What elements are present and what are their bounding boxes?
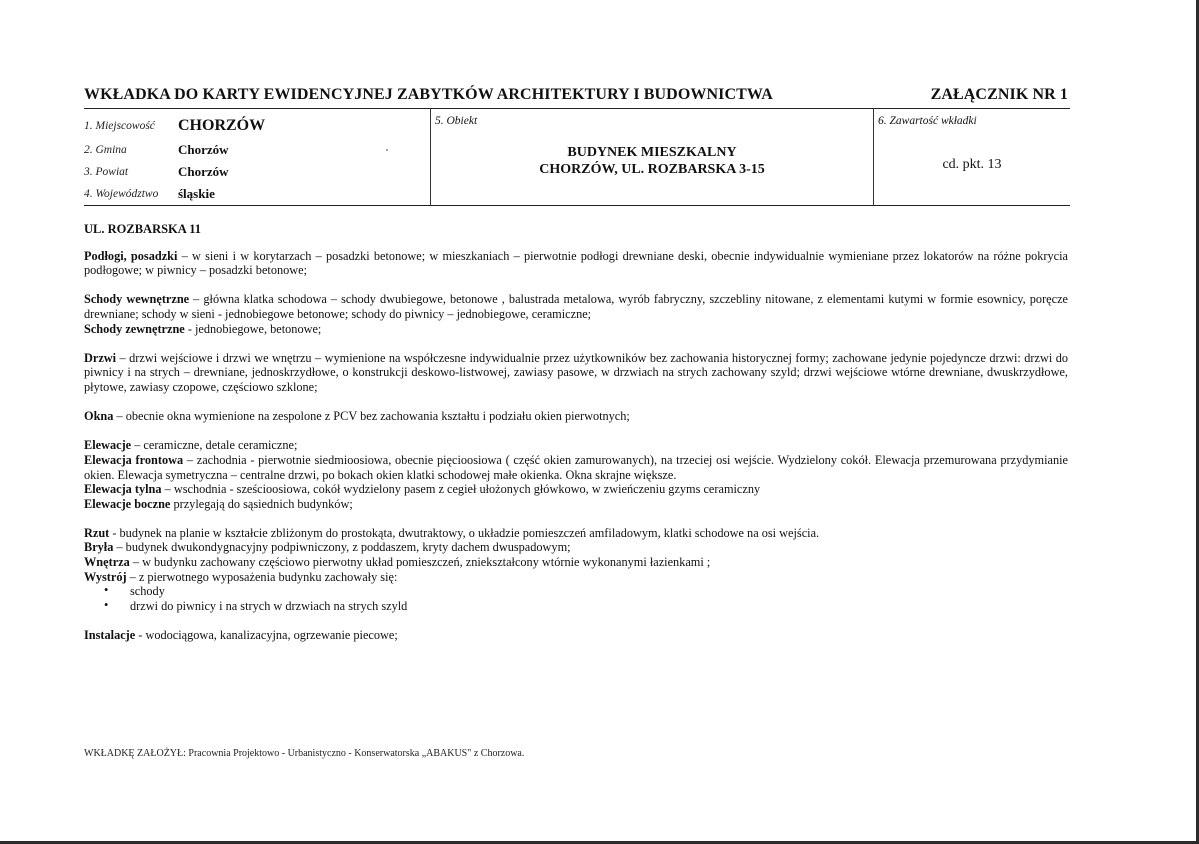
paragraph-podlogi <box>84 249 1068 278</box>
paragraph-elewacje <box>84 438 1068 453</box>
frontowa-text: – zachodnia - pierwotnie siedmioosiowa, obecnie pięcioosiowa ( część okien zamurowanych), na trzeciej osi wejście. Wydzielony cokół. Elewacja przemurowana przydymianie okien. Elewacja symetryczna – centralne drzwi, po bokach okien klatki schodowej małe okienka. Okna skrajne większe. <box>84 452 1068 482</box>
wojewodztwo-label: 4. Województwo <box>84 188 159 200</box>
attachment-number: ZAŁĄCZNIK NR 1 <box>930 86 1068 103</box>
powiat-value: Chorzów <box>178 164 229 179</box>
schody-wew-title: Schody wewnętrzne <box>84 292 190 307</box>
paragraph-instalacje <box>84 628 1068 643</box>
powiat-label: 3. Powiat <box>84 166 129 178</box>
obiekt-label: 5. Obiekt <box>435 115 478 127</box>
document-body <box>84 222 1068 643</box>
list-item: • schody <box>104 584 1068 599</box>
paragraph-schody-zewnetrzne <box>84 322 1068 337</box>
podlogi-title: Podłogi, posadzki <box>84 248 178 263</box>
gmina-label: 2. Gmina <box>84 144 127 156</box>
paragraph-elewacja-tylna <box>84 482 1068 497</box>
wnetrza-title: Wnętrza <box>84 555 130 570</box>
rzut-text: - budynek na planie w kształcie zbliżonym do prostokąta, dwutraktowy, o układzie pomieszczeń amfiladowym, klatki schodowe na osi wejścia. <box>109 525 820 540</box>
list-item: • drzwi do piwnicy i na strych w drzwiach na strych szyld <box>104 599 1068 614</box>
paragraph-okna <box>84 409 1068 424</box>
wystroj-list <box>84 584 1068 613</box>
okna-text: – obecnie okna wymienione na zespolone z PCV bez zachowania kształtu i podziału okien pierwotnych; <box>113 409 630 424</box>
elewacje-text: – ceramiczne, detale ceramiczne; <box>131 438 298 453</box>
paragraph-wnetrza <box>84 555 1068 570</box>
podlogi-text: – w sieni i w korytarzach – posadzki betonowe; w mieszkaniach – pierwotnie podłogi drewniane deski, obecnie indywidualnie wymieniane przez lokatorów na różne pokrycia podłogowe; w piwnicy – posadzki betonowe; <box>84 248 1068 278</box>
schody-zew-title: Schody zewnętrzne <box>84 321 185 336</box>
schody-wew-text: – główna klatka schodowa – schody dwubiegowe, betonowe , balustrada metalowa, wyrób fabryczny, szczebliny nitowane, z elementami kutymi w formie esownicy, poręcze drewniane; schody w sieni - jednobiegowe betonowe; schody do piwnicy – jednobiegowe, ceramiczne; <box>84 292 1068 321</box>
schody-zew-text: - jednobiegowe, betonowe; <box>184 321 322 336</box>
miejscowosc-value: CHORZÓW <box>178 117 266 134</box>
paragraph-bryla <box>84 540 1068 555</box>
instalacje-text: - wodociągowa, kanalizacyjna, ogrzewanie piecowe; <box>135 628 398 643</box>
paragraph-schody-wewnetrzne <box>84 292 1068 321</box>
wojewodztwo-value: śląskie <box>178 186 215 201</box>
boczne-title: Elewacje boczne <box>84 496 171 511</box>
obiekt-line-2: CHORZÓW, UL. ROZBARSKA 3-15 <box>539 162 765 177</box>
rzut-title: Rzut <box>84 525 110 540</box>
zawartosc-label: 6. Zawartość wkładki <box>878 115 977 127</box>
contents-cell <box>874 109 1071 206</box>
wystroj-title: Wystrój <box>84 569 127 584</box>
scan-speck <box>386 149 388 151</box>
record-form-table <box>84 108 1070 206</box>
paragraph-drzwi <box>84 351 1068 395</box>
wystroj-text: – z pierwotnego wyposażenia budynku zachowały się: <box>126 569 398 584</box>
paragraph-elewacja-frontowa <box>84 453 1068 482</box>
gmina-value: Chorzów <box>178 142 229 157</box>
object-cell <box>431 109 874 206</box>
tylna-text: – wschodnia - sześcioosiowa, cokół wydzielony pasem z cegieł ułożonych główkowo, w zwieńczeniu gzyms ceramiczny <box>161 482 761 497</box>
frontowa-title: Elewacja frontowa <box>84 452 184 467</box>
boczne-text: przylegają do sąsiednich budynków; <box>170 496 353 511</box>
paragraph-wystroj <box>84 570 1068 585</box>
footer-author-note: WKŁADKĘ ZAŁOŻYŁ: Pracownia Projektowo - Urbanistyczno - Konserwatorska „ABAKUS" z Chorzowa. <box>84 748 525 759</box>
tylna-title: Elewacja tylna <box>84 482 162 497</box>
document-header <box>84 86 1068 104</box>
location-cell <box>84 109 431 206</box>
bryla-text: – budynek dwukondygnacyjny podpiwniczony, z poddaszem, kryty dachem dwuspadowym; <box>113 540 571 555</box>
zawartosc-value: cd. pkt. 13 <box>942 157 1002 172</box>
miejscowosc-label: 1. Miejscowość <box>84 120 155 132</box>
paragraph-rzut <box>84 526 1068 541</box>
wnetrza-text: – w budynku zachowany częściowo pierwotny układ pomieszczeń, zniekształcony wtórnie wykonanymi łazienkami ; <box>129 555 711 570</box>
section-title: UL. ROZBARSKA 11 <box>84 222 202 236</box>
drzwi-title: Drzwi <box>84 350 117 365</box>
document-title: WKŁADKA DO KARTY EWIDENCYJNEJ ZABYTKÓW ARCHITEKTURY I BUDOWNICTWA <box>84 86 773 103</box>
elewacje-title: Elewacje <box>84 438 132 453</box>
bryla-title: Bryła <box>84 540 114 555</box>
drzwi-text: – drzwi wejściowe i drzwi we wnętrzu – wymienione na współczesne indywidualnie przez użytkowników bez zachowania historycznej formy; zachowane jedynie pojedyncze drzwi: drzwi do piwnicy i na strych – drewniane, jednoskrzydłowe, o konstrukcji deskowo-listwowej, zawiasy pasowe, w drzwiach na strych zachowany szyld; drzwi wejściowe wtórne drewniane, dwuskrzydłowe, płytowe, zawiasy czopowe, częściowo szklone; <box>84 350 1068 394</box>
paragraph-elewacje-boczne <box>84 497 1068 512</box>
instalacje-title: Instalacje <box>84 628 136 643</box>
obiekt-title <box>431 144 873 178</box>
okna-title: Okna <box>84 409 114 424</box>
obiekt-line-1: BUDYNEK MIESZKALNY <box>567 145 737 160</box>
